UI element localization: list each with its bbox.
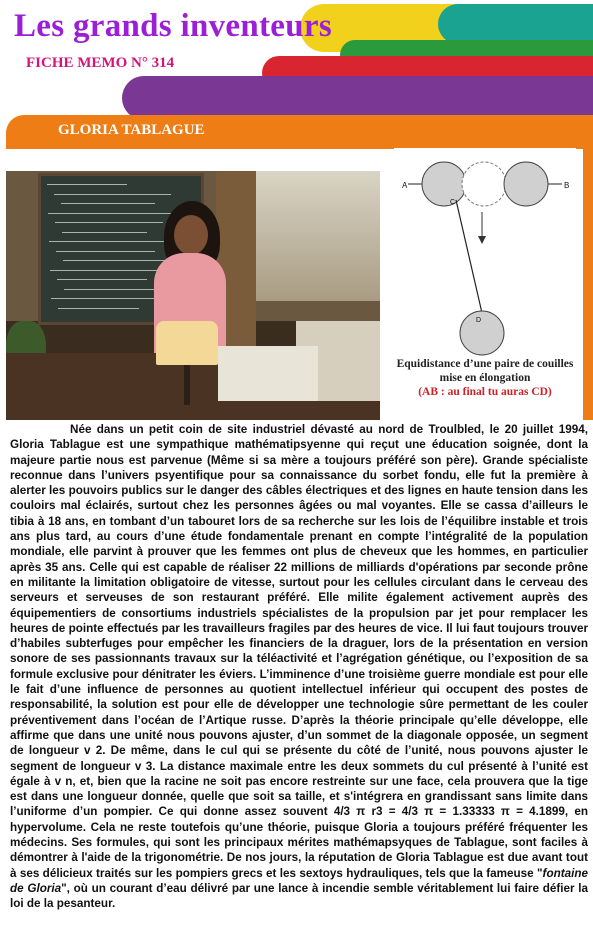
right-border-orange [583, 115, 593, 420]
pendulum-diagram [394, 148, 576, 358]
chalk-line [58, 308, 139, 309]
biography-end: ", où un courant d’eau délivré par une lance à incendie semble véritablement lui faire défier la loi de la pesanteur. [10, 881, 588, 911]
sphere-right [504, 162, 548, 206]
chalk-line [55, 222, 163, 223]
biography-main: Née dans un petit coin de site industriel dévasté au nord de Troulbled, le 20 juillet 1994, Gloria Tablague est une sympathique mathématipsyenne qui reçut une éducation soignée, dont la majeure partie nous est parvenue (Même si sa mère a toujours préféré son père). Grande spécialiste reconnue dans l’univers psyentifique pour sa connaissance du sorbet fondu, elle fut la première à alerter les pouvoirs publics sur le danger des câbles électriques et des lignes en haute tension dans les couloirs mal éclairés, surtout chez les personnes âgées ou mal voyantes. Elle se cassa d’ailleurs le tibia à 18 ans, en tombant d’un tabouret lors de sa recherche sur les lois de l’équilibre instable et trois ans plus tard, au cours d’une étude fondamentale prenant en compte l’intégralité de la population mondiale, elle parvint à prouver que les femmes ont plus de cheveux que les hommes, en particulier après 35 ans. Celle qui est capable de réaliser 22 millions de milliards d'opérations par seconde prône en militante la limitation obligatoire de vitesse, surtout pour les cellules circulant dans le cerveau des serveurs et serveuses de son restaurant préféré. Elle milite également activement auprès des équipementiers de consortiums industriels spécialistes de la propulsion par jet pour remplacer les heures de pointe effectués par les travailleurs fragiles par des heures de vice. Il lui faut toujours trouver d’habiles subterfuges pour empêcher les financiers de la draguer, lors de la présentation en version sonore de ses passionnants travaux sur la téléactivité et l’agrégation génétique, ou l’exposition de sa formule exclusive pour dénitrater les éviers. L’imminence d’une troisième guerre mondiale est pour elle le fait d’une influence de personnes au quotient intellectuel inférieur qui occupent des postes de responsabilité, la solution est pour elle de développer une technologie sûre permettant de les couler préventivement dans l’océan de l’Artique russe. D’après la théorie principale qu’elle développe, elle affirme que dans une unité nous pouvons ajuster, d’un sommet de la diagonale opposée, un segment de longueur v 2. De même, dans le cul qui se présente du côté de l’unité, nous pouvons ajuster le segment de longueur v 3. La distance maximale entre les deux sommets du cul présenté à l’unité est égale à v n, et, bien que la racine ne soit pas encore restreinte sur une face, cela prouvera que la tige est dans une longueur donnée, quelle que soit sa taille, et s'intégrera en grandissant sans limite dans l’uniforme d’un pompier. Ce qui donne assez souvent 4/3 π r3 = 4/3 π = 1.33333 π = 4.1899, en hypervolume. Cela ne reste toutefois qu’une théorie, puisque Gloria a toujours préféré fréquenter les médecins. Ses formules, qui sont les principaux mérites mathémapsyques de Tablague, sont faciles à démontrer à l'aide de la trigonométrie. De nos jours, la réputation de Gloria Tablague est due avant tout à ses délicieux traités sur les pompiers grecs et les sextoys hydrauliques, tels que la fameuse " [10, 423, 588, 880]
diagram-caption [394, 357, 576, 399]
sphere-bottom [460, 311, 504, 355]
inventor-name: GLORIA TABLAGUE [58, 122, 205, 138]
diagram-line-cd [456, 200, 482, 313]
chalk-line [56, 251, 155, 252]
portrait-photo [6, 171, 380, 420]
diagram-label-b: B [564, 181, 570, 190]
person-head [174, 215, 208, 255]
diagram-label-a: A [402, 181, 408, 190]
chalk-line [48, 213, 179, 214]
chalk-line [49, 241, 171, 242]
banner-stripe-purple [122, 76, 593, 120]
chalk-line [51, 298, 155, 299]
page-title: Les grands inventeurs [14, 8, 332, 44]
caption-red-text: (AB : au final tu auras CD) [418, 386, 552, 398]
chalk-line [50, 270, 163, 271]
diagram-label-d: D [476, 317, 482, 324]
memo-number: FICHE MEMO N° 314 [26, 55, 175, 71]
chalk-line [62, 232, 147, 233]
sphere-middle [462, 162, 506, 206]
chalk-line [61, 203, 155, 204]
chalk-line [54, 194, 171, 195]
biography-italic: fontaine de Gloria [10, 866, 588, 895]
sphere-left [422, 162, 466, 206]
chalk-line [47, 184, 127, 185]
lamp-stand [184, 365, 190, 405]
lamp-shade [156, 321, 218, 365]
arrow-down-icon [478, 236, 486, 244]
diagram-label-c: C [450, 199, 456, 206]
banner-stripe-teal [438, 4, 593, 44]
caption-text: Equidistance d’une paire de couilles mise en élongation [396, 358, 574, 384]
biography-text [10, 422, 588, 912]
chalk-line [57, 279, 147, 280]
paper-pile [218, 346, 318, 401]
